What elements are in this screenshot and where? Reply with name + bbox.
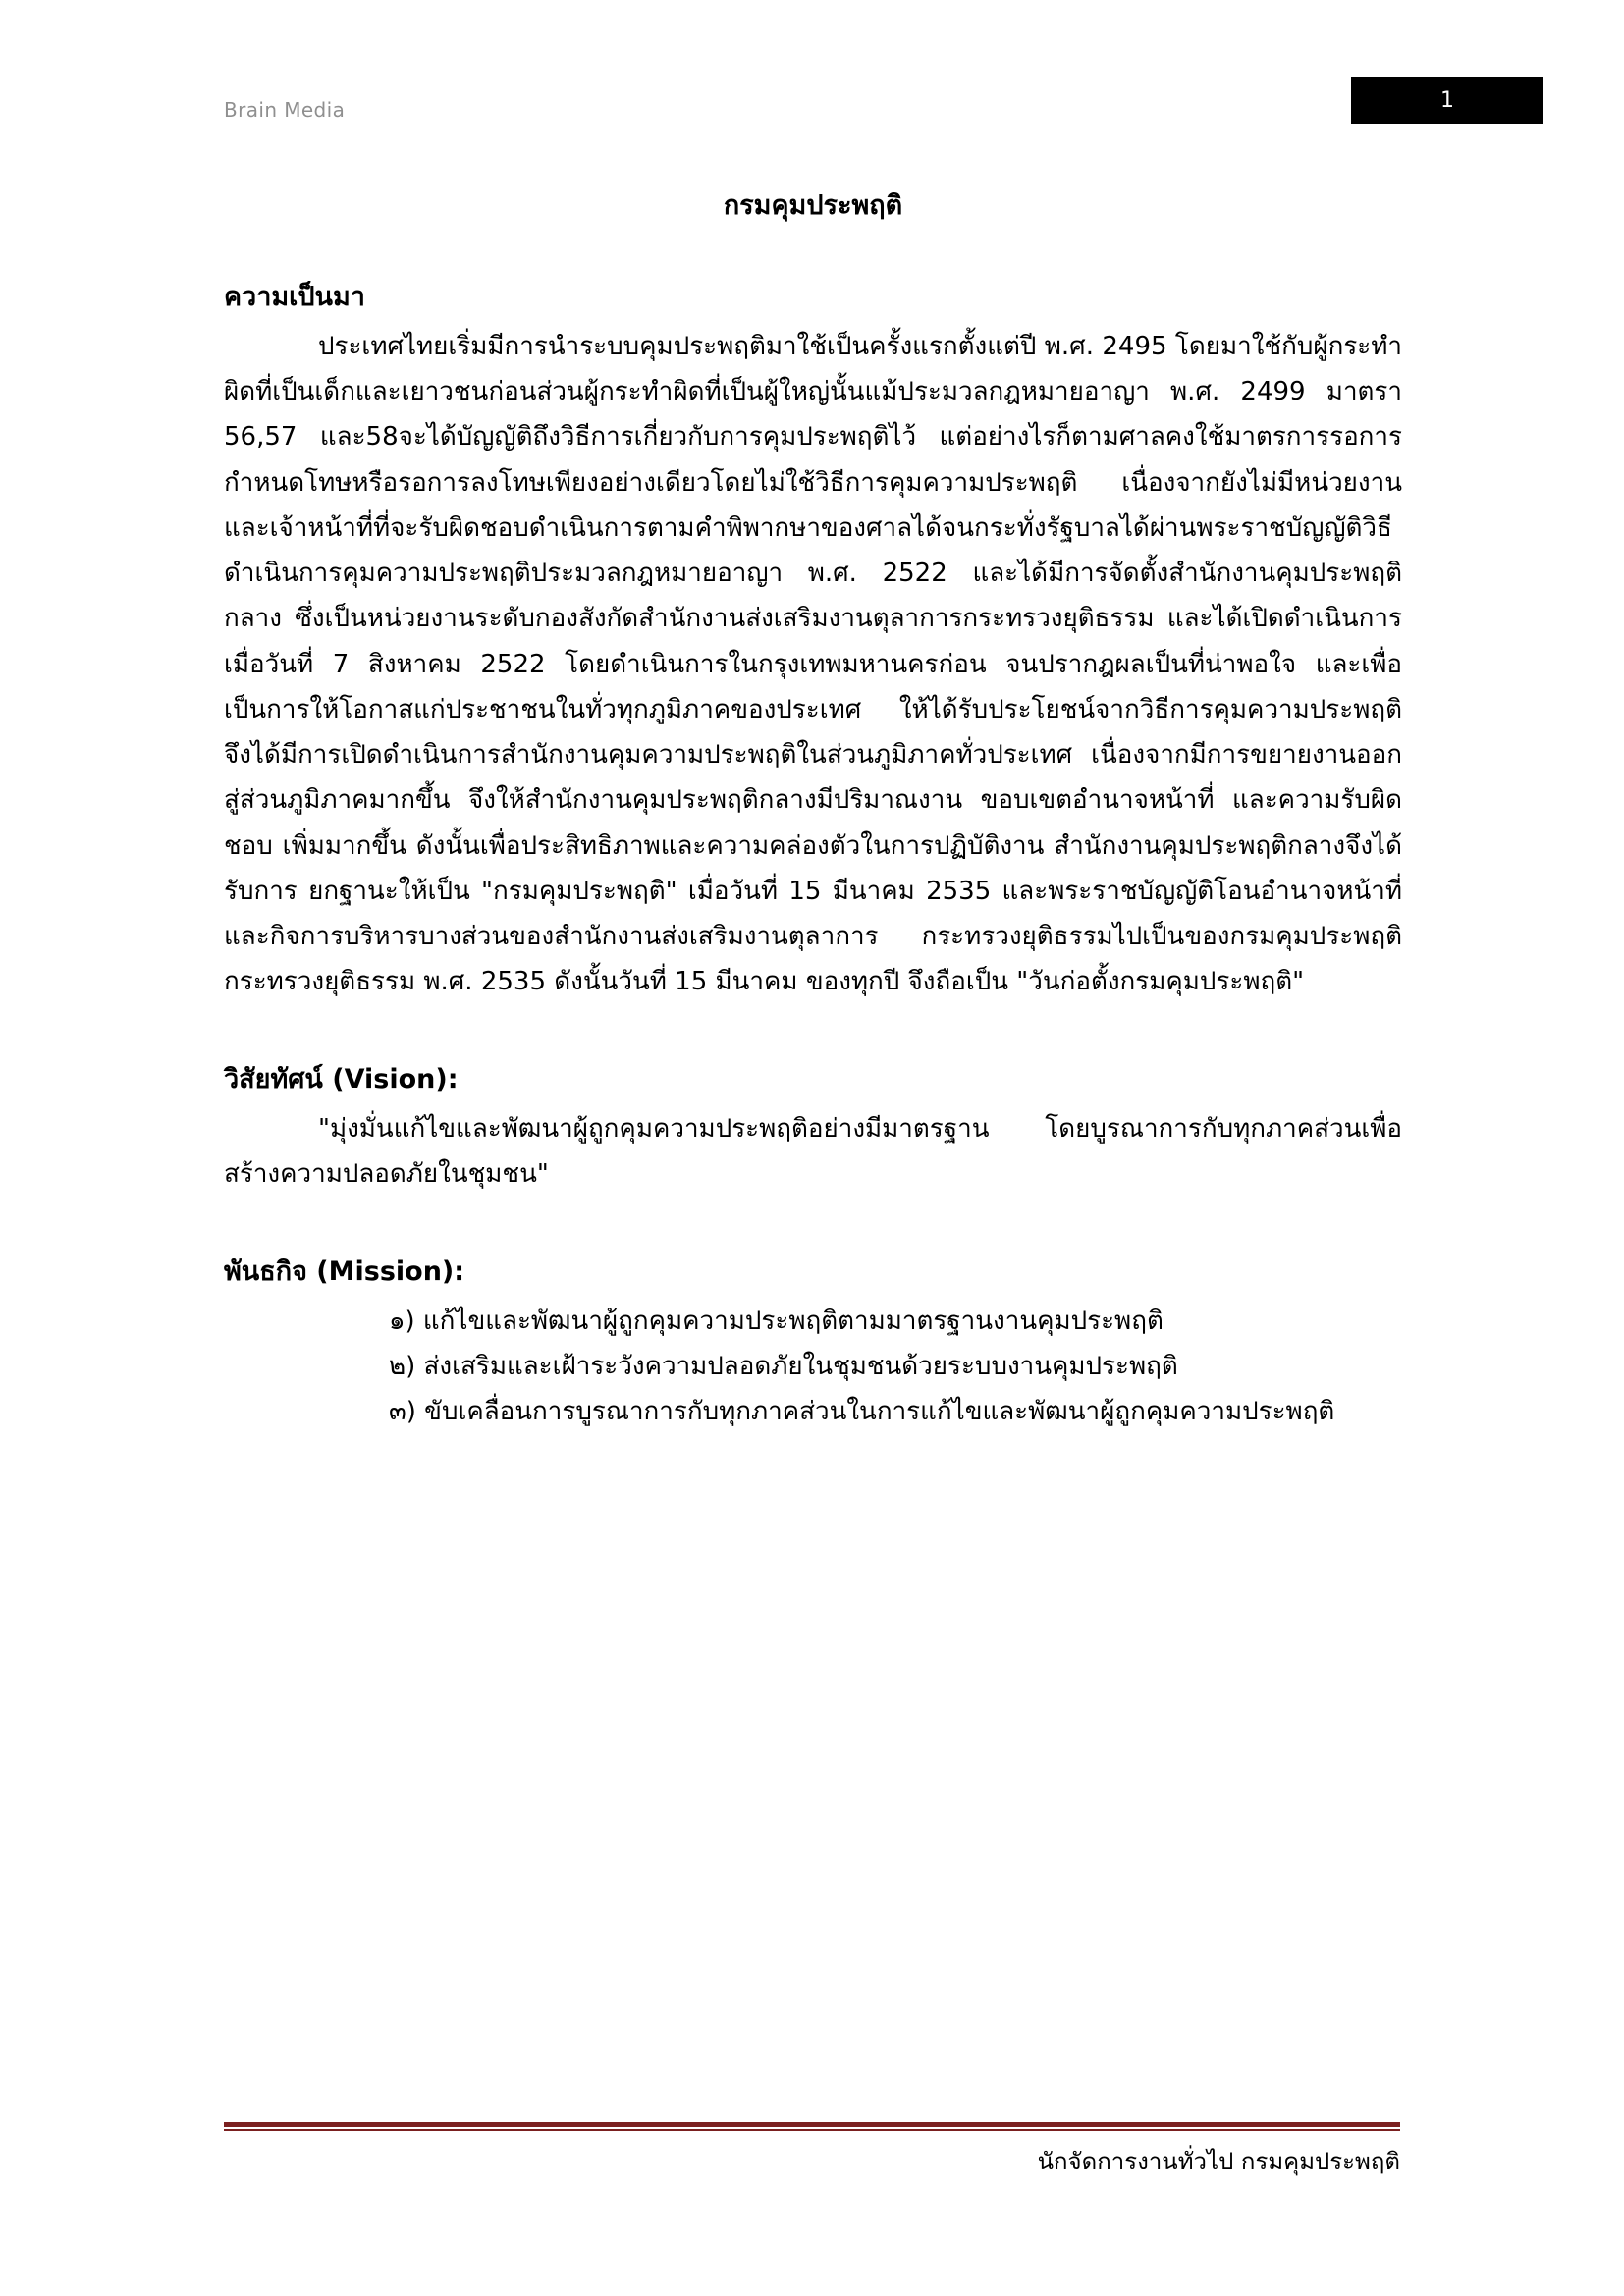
- page-title: กรมคุมประพฤติ: [723, 190, 903, 221]
- footer-divider: [224, 2122, 1400, 2127]
- page-number-text: 1: [1440, 87, 1454, 113]
- section-paragraph-vision: "มุ่งมั่นแก้ไขและพัฒนาผู้ถูกคุมความประพฤติอย่างมีมาตรฐาน โดยบูรณาการกับทุกภาคส่วนเพื่อสร้างความปลอดภัยในชุมชน": [224, 1113, 1402, 1190]
- spacer: [224, 1005, 1402, 1056]
- spacer: [224, 1198, 1402, 1249]
- section-paragraph-background: ประเทศไทยเริ่มมีการนำระบบคุมประพฤติมาใช้เป็นครั้งแรกตั้งแต่ปี พ.ศ. 2495 โดยมาใช้กับผู้กระทำผิดที่เป็นเด็กและเยาวชนก่อนส่วนผู้กระทำผิดที่เป็นผู้ใหญ่นั้นแม้ประมวลกฎหมายอาญา พ.ศ. 2499 มาตรา 56,57 และ58จะได้บัญญัติถึงวิธีการเกี่ยวกับการคุมประพฤติไว้ แต่อย่างไรก็ตามศาลคงใช้มาตรการรอการกำหนดโทษหรือรอการลงโทษเพียงอย่างเดียวโดยไม่ใช้วิธีการคุมความประพฤติ เนื่องจากยังไม่มีหน่วยงานและเจ้าหน้าที่ที่จะรับผิดชอบดำเนินการตามคำพิพากษาของศาลได้จนกระทั่งรัฐบาลได้ผ่านพระราชบัญญัติวิธีดำเนินการคุมความประพฤติประมวลกฎหมายอาญา พ.ศ. 2522 และได้มีการจัดตั้งสำนักงานคุมประพฤติกลาง ซึ่งเป็นหน่วยงานระดับกองสังกัดสำนักงานส่งเสริมงานตุลาการกระทรวงยุติธรรม และได้เปิดดำเนินการเมื่อวันที่ 7 สิงหาคม 2522 โดยดำเนินการในกรุงเทพมหานครก่อน จนปรากฎผลเป็นที่น่าพอใจ และเพื่อเป็นการให้โอกาสแก่ประชาชนในทั่วทุกภูมิภาคของประเทศ ให้ได้รับประโยชน์จากวิธีการคุมความประพฤติ จึงได้มีการเปิดดำเนินการสำนักงานคุมความประพฤติในส่วนภูมิภาคทั่วประเทศ เนื่องจากมีการขยายงานออกสู่ส่วนภูมิภาคมากขึ้น จึงให้สำนักงานคุมประพฤติกลางมีปริมาณงาน ขอบเขตอำนาจหน้าที่ และความรับผิดชอบ เพิ่มมากขึ้น ดังนั้นเพื่อประสิทธิภาพและความคล่องตัวในการปฏิบัติงาน สำนักงานคุมประพฤติกลางจึงได้รับการ ยกฐานะให้เป็น "กรมคุมประพฤติ" เมื่อวันที่ 15 มีนาคม 2535 และพระราชบัญญัติโอนอำนาจหน้าที่ และกิจการบริหารบางส่วนของสำนักงานส่งเสริมงานตุลาการ กระทรวงยุติธรรมไปเป็นของกรมคุมประพฤติกระทรวงยุติธรรม พ.ศ. 2535 ดังนั้นวันที่ 15 มีนาคม ของทุกปี จึงถือเป็น "วันก่อตั้งกรมคุมประพฤติ": [224, 331, 1402, 997]
- document-body: [224, 187, 1402, 1435]
- header-brand: Brain Media: [224, 98, 346, 122]
- section-heading-background: ความเป็นมา: [224, 281, 365, 312]
- mission-list: [224, 1299, 1402, 1435]
- list-item: ๑) แก้ไขและพัฒนาผู้ถูกคุมความประพฤติตามมาตรฐานงานคุมประพฤติ: [389, 1306, 1164, 1336]
- footer-text: นักจัดการงานทั่วไป กรมคุมประพฤติ: [1037, 2148, 1400, 2175]
- page-number-badge: [1351, 77, 1543, 124]
- list-item: ๒) ส่งเสริมและเฝ้าระวังความปลอดภัยในชุมชนด้วยระบบงานคุมประพฤติ: [389, 1352, 1178, 1382]
- section-heading-vision: วิสัยทัศน์ (Vision):: [224, 1063, 459, 1095]
- section-heading-mission: พันธกิจ (Mission):: [224, 1255, 465, 1287]
- list-item: ๓) ขับเคลื่อนการบูรณาการกับทุกภาคส่วนในการแก้ไขและพัฒนาผู้ถูกคุมความประพฤติ: [389, 1397, 1335, 1427]
